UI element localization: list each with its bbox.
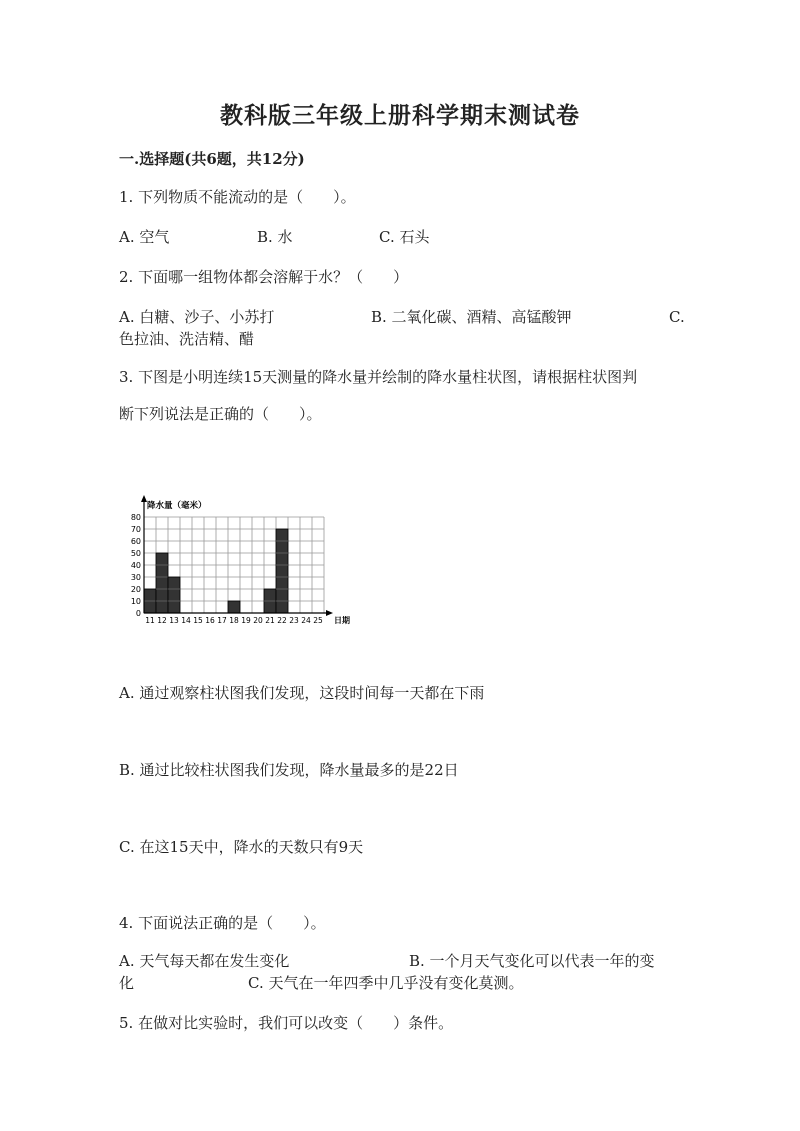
q3-option-b: B. 通过比较柱状图我们发现，降水量最多的是22日 xyxy=(119,761,459,779)
question-1-stem: 1. 下列物质不能流动的是（ ）。 xyxy=(119,188,356,206)
q2-option-c: C. xyxy=(669,308,685,326)
q4-option-b-cont: 化 xyxy=(119,974,135,992)
y-tick-label: 20 xyxy=(130,585,141,594)
q4-option-a: A. 天气每天都在发生变化 xyxy=(119,952,290,970)
bar-18 xyxy=(228,601,240,613)
bar-13 xyxy=(168,577,180,613)
q1-option-a: A. 空气 xyxy=(119,228,170,246)
x-tick-label: 14 xyxy=(181,616,191,625)
q1-option-c: C. 石头 xyxy=(379,228,430,246)
q4-option-b: B. 一个月天气变化可以代表一年的变 xyxy=(409,952,655,970)
question-5-stem: 5. 在做对比实验时，我们可以改变（ ）条件。 xyxy=(119,1014,454,1032)
x-tick-label: 21 xyxy=(265,616,275,625)
x-axis-label: 日期 xyxy=(334,616,350,625)
y-tick-label: 70 xyxy=(130,525,141,534)
x-tick-label: 19 xyxy=(241,616,251,625)
x-tick-label: 11 xyxy=(145,616,155,625)
y-tick-label: 30 xyxy=(130,573,141,582)
q3-option-a: A. 通过观察柱状图我们发现，这段时间每一天都在下雨 xyxy=(119,684,485,702)
q4-option-c: C. 天气在一年四季中几乎没有变化莫测。 xyxy=(248,974,524,992)
y-tick-label: 40 xyxy=(130,561,141,570)
q2-option-b: B. 二氧化碳、酒精、高锰酸钾 xyxy=(371,308,572,326)
x-tick-label: 20 xyxy=(253,616,263,625)
bar-22 xyxy=(276,529,288,613)
question-3-stem-line1: 3. 下图是小明连续15天测量的降水量并绘制的降水量柱状图，请根据柱状图判 xyxy=(119,368,638,386)
page-title: 教科版三年级上册科学期末测试卷 xyxy=(220,102,580,129)
y-tick-label: 0 xyxy=(135,609,141,618)
q3-option-c: C. 在这15天中，降水的天数只有9天 xyxy=(119,838,364,856)
q2-option-c-text: 色拉油、洗洁精、醋 xyxy=(119,330,255,348)
question-4-stem: 4. 下面说法正确的是（ ）。 xyxy=(119,914,326,932)
x-tick-label: 22 xyxy=(277,616,287,625)
q2-option-a: A. 白糖、沙子、小苏打 xyxy=(119,308,275,326)
x-tick-label: 13 xyxy=(169,616,179,625)
section-heading: 一.选择题(共6题，共12分) xyxy=(119,150,305,168)
x-tick-label: 18 xyxy=(229,616,239,625)
bar-12 xyxy=(156,553,168,613)
y-axis-label: 降水量（毫米） xyxy=(147,501,207,511)
y-tick-label: 10 xyxy=(130,597,141,606)
question-2-stem: 2. 下面哪一组物体都会溶解于水？（ ） xyxy=(119,268,409,286)
y-tick-label: 80 xyxy=(130,513,141,522)
x-tick-label: 15 xyxy=(193,616,203,625)
q1-option-b: B. 水 xyxy=(257,228,293,246)
y-tick-label: 60 xyxy=(130,537,141,546)
x-axis-arrow xyxy=(326,610,333,616)
question-3-stem-line2: 断下列说法是正确的（ ）。 xyxy=(119,405,322,423)
rainfall-bar-chart xyxy=(128,470,358,632)
x-tick-label: 16 xyxy=(205,616,215,625)
x-tick-label: 25 xyxy=(313,616,323,625)
y-tick-label: 50 xyxy=(130,549,141,558)
x-tick-label: 12 xyxy=(157,616,167,625)
x-tick-label: 24 xyxy=(301,616,311,625)
x-tick-label: 17 xyxy=(217,616,227,625)
x-tick-label: 23 xyxy=(289,616,299,625)
